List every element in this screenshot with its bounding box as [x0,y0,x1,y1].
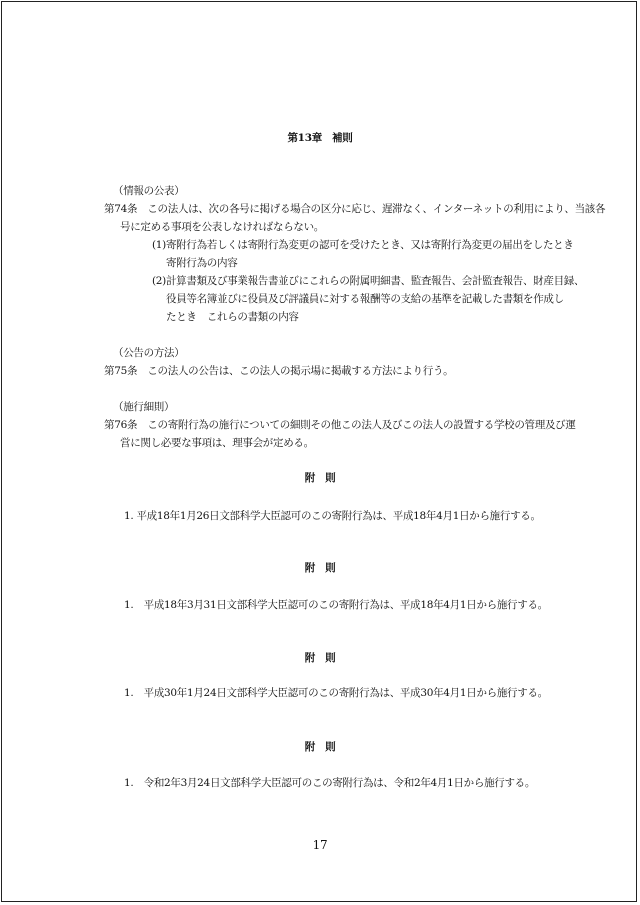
supplementary-title-1: 附 則 [304,472,336,484]
article-74-item-2-line-2: 役員等名簿並びに役員及び評議員に対する報酬等の支給の基準を記載した書類を作成し [166,293,564,305]
article-74-line-2: 号に定める事項を公表しなければならない。 [120,221,324,233]
article-76-line-1: 第76条 この寄附行為の施行についての細則その他この法人及びこの法人の設置する学校の管理及び運 [104,419,576,431]
article-74-line-1: 第74条 この法人は、次の各号に掲げる場合の区分に応じ、遅滞なく、インターネットの利用により、当該各 [104,203,606,215]
page-number: 17 [312,838,328,852]
chapter-title: 第13章 補則 [287,132,353,144]
article-76-heading: （施行細則） [113,401,175,413]
article-75-heading: （公告の方法） [113,347,185,359]
article-76-line-2: 営に関し必要な事項は、理事会が定める。 [120,437,314,449]
supplementary-text-1: 1. 平成18年1月26日文部科学大臣認可のこの寄附行為は、平成18年4月1日から施行する。 [124,510,541,522]
supplementary-title-3: 附 則 [304,652,336,664]
article-74-item-1-line-2: 寄附行為の内容 [166,257,238,269]
supplementary-text-3: 1. 平成30年1月24日文部科学大臣認可のこの寄附行為は、平成30年4月1日から施行する。 [124,687,548,699]
article-74-item-2-line-3: たとき これらの書類の内容 [166,311,299,323]
supplementary-text-4: 1. 令和2年3月24日文部科学大臣認可のこの寄附行為は、令和2年4月1日から施行する。 [124,777,536,789]
supplementary-title-4: 附 則 [304,741,336,753]
article-75-line-1: 第75条 この法人の公告は、この法人の掲示場に掲載する方法により行う。 [104,365,454,377]
article-74-item-1-line-1: (1)寄附行為若しくは寄附行為変更の認可を受けたとき、又は寄附行為変更の届出をしたとき [152,239,574,251]
article-74-item-2-line-1: (2)計算書類及び事業報告書並びにこれらの附属明細書、監査報告、会計監査報告、財産目録、 [152,275,585,287]
supplementary-title-2: 附 則 [304,562,336,574]
supplementary-text-2: 1. 平成18年3月31日文部科学大臣認可のこの寄附行為は、平成18年4月1日から施行する。 [124,599,548,611]
article-74-heading: （情報の公表） [113,185,185,197]
